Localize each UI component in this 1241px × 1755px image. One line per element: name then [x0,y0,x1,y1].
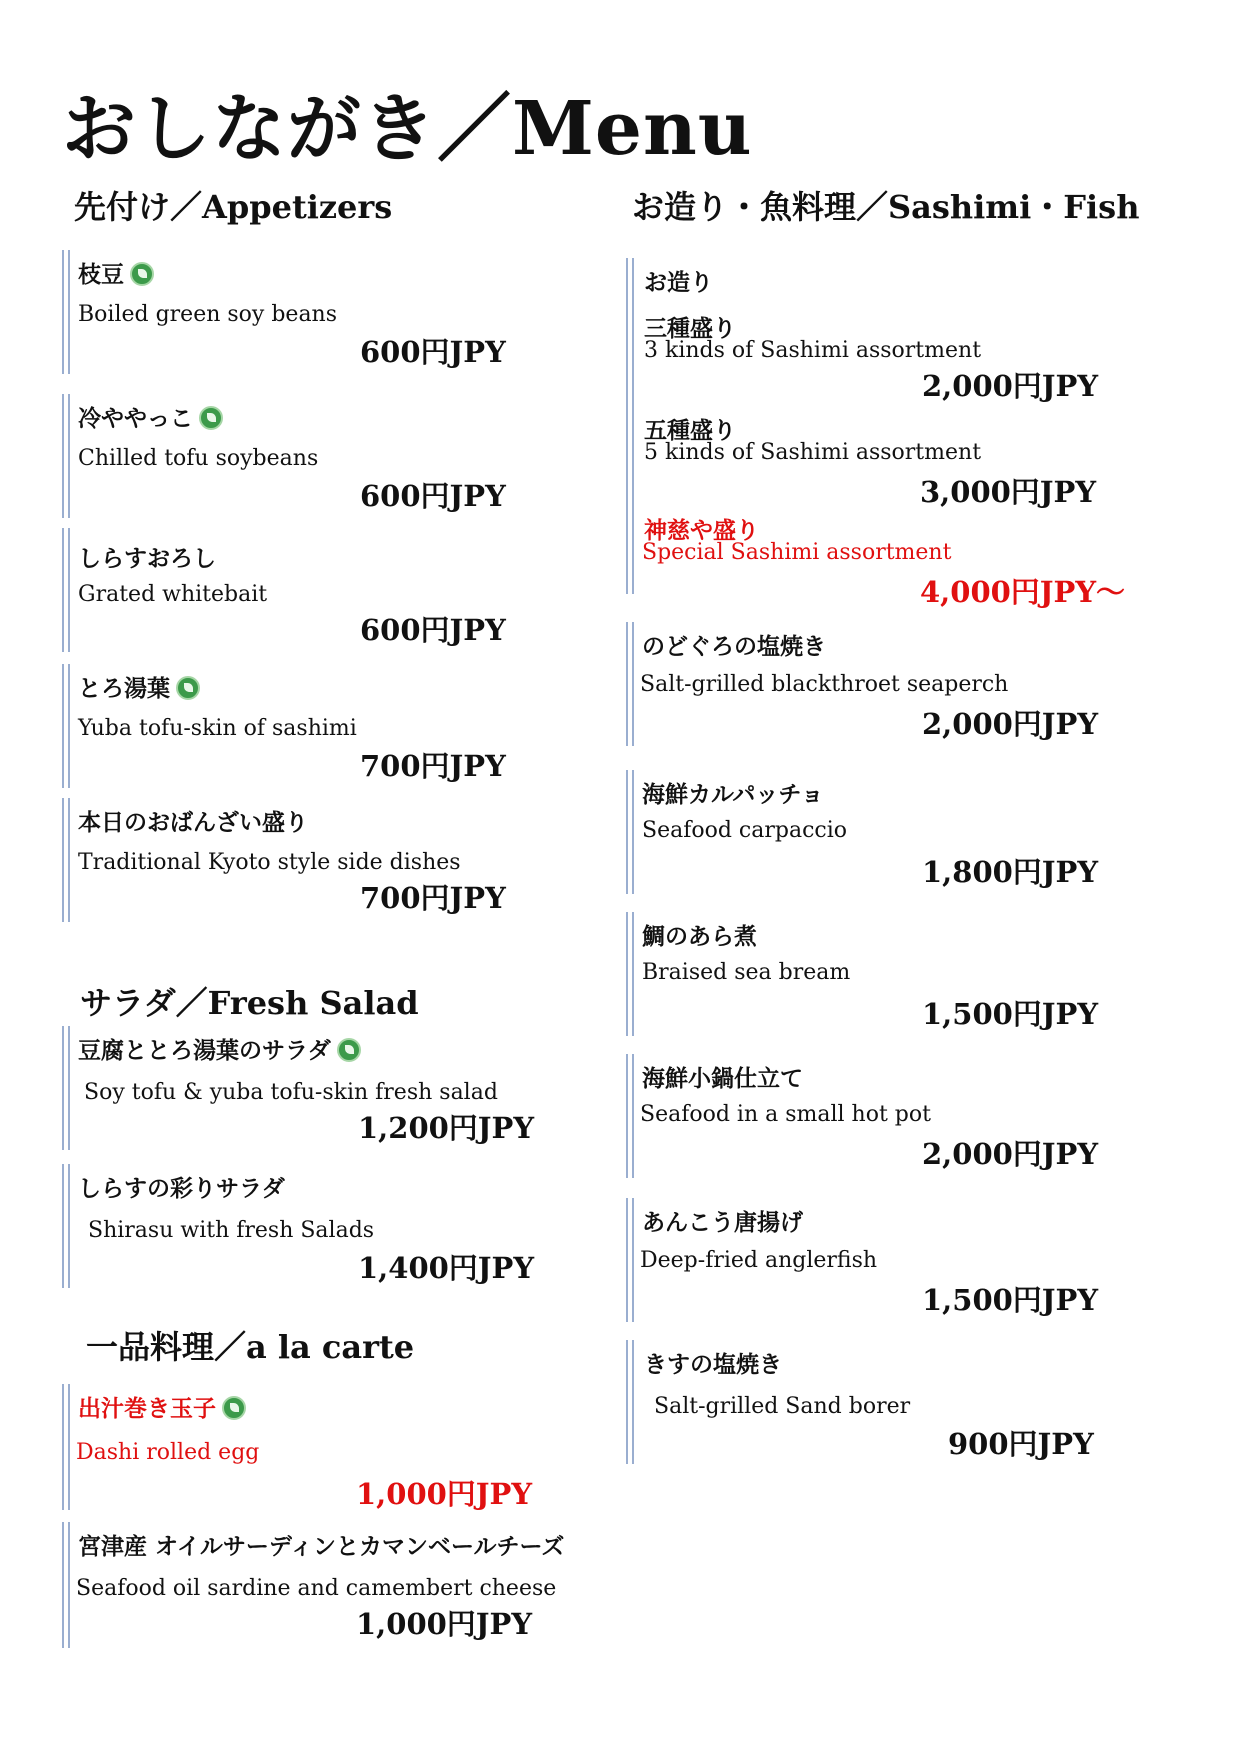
item-price: 1,200円JPY [358,1111,535,1145]
item-name-en: 5 kinds of Sashimi assortment [644,440,982,465]
section-heading-alacarte: 一品料理／a la carte [86,1328,415,1366]
item-name-jp: 冷ややっこ [78,405,193,432]
item-name-jp: とろ湯葉 [78,675,170,702]
item-name-jp: 枝豆 [78,261,124,288]
item-name-en: Deep-fried anglerfish [640,1248,878,1273]
item-price: 3,000円JPY [920,475,1097,509]
menu-item-ankou [626,1198,1146,1322]
item-name-jp: 本日のおばんざい盛り [78,809,308,836]
vegetarian-leaf-icon [222,1396,246,1420]
section-heading-salad: サラダ／Fresh Salad [80,984,419,1022]
item-price: 1,500円JPY [922,1283,1099,1317]
menu-item-kisu [626,1340,1146,1464]
item-price: 600円JPY [360,613,506,647]
item-name-jp: 出汁巻き玉子 [78,1395,216,1422]
menu-item-tai-arani [626,912,1146,1036]
item-name-jp: 五種盛り [644,417,736,444]
item-price: 900円JPY [948,1427,1094,1461]
item-name-jp: しらすの彩りサラダ [78,1175,285,1202]
item-price: 1,000円JPY [356,1607,533,1641]
item-name-en: Salt-grilled blackthroet seaperch [640,672,1009,697]
section-heading-sashimi-fish: お造り・魚料理／Sashimi・Fish [632,188,1140,226]
item-name-en: Special Sashimi assortment [642,540,952,565]
menu-item-obanzai [62,798,582,922]
item-name-en: 3 kinds of Sashimi assortment [644,338,982,363]
item-name-jp: 神慈や盛り [644,517,759,544]
item-name-en: Braised sea bream [642,960,851,985]
item-name-jp: 海鮮小鍋仕立て [642,1065,803,1092]
menu-block-sashimi [626,258,1146,609]
item-name-en: Salt-grilled Sand borer [654,1394,911,1419]
menu-item-shirasu-oroshi [62,528,582,652]
item-name-en: Seafood carpaccio [642,818,847,843]
item-price: 1,500円JPY [922,997,1099,1031]
item-price: 2,000円JPY [922,369,1099,403]
menu-item-edamame [62,250,582,374]
vegetarian-leaf-icon [199,406,223,430]
item-name-jp: のどぐろの塩焼き [642,633,826,660]
item-name-jp: 三種盛り [644,315,736,342]
menu-item-toro-yuba [62,664,582,788]
item-price: 700円JPY [360,881,506,915]
item-name-en: Dashi rolled egg [76,1440,260,1465]
item-name-jp: 豆腐ととろ湯葉のサラダ [78,1037,331,1064]
menu-item-dashimaki [62,1384,602,1510]
item-name-en: Seafood in a small hot pot [640,1102,931,1127]
item-name-en: Yuba tofu-skin of sashimi [78,716,357,741]
item-name-en: Shirasu with fresh Salads [88,1218,375,1243]
item-price: 700円JPY [360,749,506,783]
item-price: 1,800円JPY [922,855,1099,889]
section-heading-appetizers: 先付け／Appetizers [74,188,393,226]
vegetarian-leaf-icon [130,262,154,286]
item-name-jp: 海鮮カルパッチョ [642,781,824,808]
item-price: 2,000円JPY [922,1137,1099,1171]
item-name-jp: しらすおろし [78,545,216,572]
item-price: 1,000円JPY [356,1477,533,1511]
menu-item-konabe [626,1054,1146,1178]
item-name-en: Boiled green soy beans [78,302,338,327]
item-name-en: Soy tofu & yuba tofu-skin fresh salad [84,1080,498,1105]
item-price: 2,000円JPY [922,707,1099,741]
menu-item-nodoguro [626,622,1146,746]
sashimi-block-header: お造り [644,269,713,296]
menu-item-oil-sardine [62,1522,622,1648]
item-name-jp: 鯛のあら煮 [642,923,757,950]
item-name-jp: 宮津産 オイルサーディンとカマンベールチーズ [78,1533,565,1560]
item-price: 600円JPY [360,335,506,369]
item-price: 4,000円JPY～ [920,575,1126,609]
menu-item-carpaccio [626,770,1146,894]
item-name-en: Chilled tofu soybeans [78,446,319,471]
item-name-jp: きすの塩焼き [644,1351,782,1378]
menu-item-tofu-yuba-salad [62,1026,602,1150]
vegetarian-leaf-icon [176,676,200,700]
menu-item-shirasu-salad [62,1164,602,1288]
item-name-jp: あんこう唐揚げ [642,1209,803,1236]
item-name-en: Traditional Kyoto style side dishes [78,850,461,875]
menu-item-hiyayakko [62,394,582,518]
item-price: 600円JPY [360,479,506,513]
item-name-en: Seafood oil sardine and camembert cheese [76,1576,557,1601]
item-name-en: Grated whitebait [78,582,268,607]
vegetarian-leaf-icon [337,1038,361,1062]
item-price: 1,400円JPY [358,1251,535,1285]
menu-title: おしながき／Menu [62,86,753,172]
